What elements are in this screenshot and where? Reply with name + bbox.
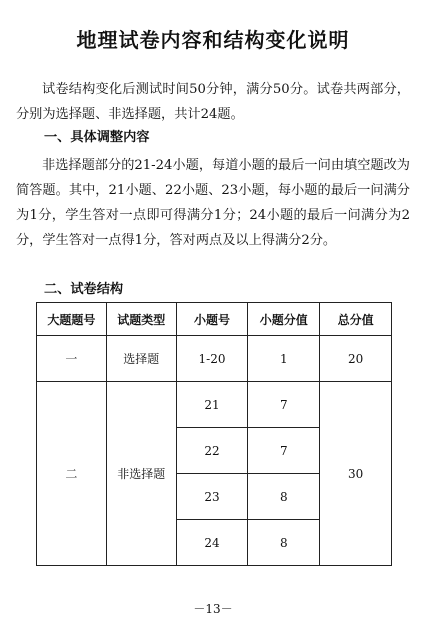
header-question-type: 试题类型 (106, 303, 176, 336)
page-title: 地理试卷内容和结构变化说明 (76, 28, 350, 52)
cell-total-score: 30 (320, 382, 392, 566)
table-row (37, 336, 392, 382)
exam-structure-table (36, 302, 392, 566)
cell-sub-question-score: 7 (248, 428, 320, 474)
cell-sub-question-no: 24 (176, 520, 248, 566)
cell-sub-question-score: 7 (248, 382, 320, 428)
table-header-row (37, 303, 392, 336)
cell-sub-question-score: 8 (248, 474, 320, 520)
header-sub-question-no: 小题号 (176, 303, 248, 336)
header-sub-question-score: 小题分值 (248, 303, 320, 336)
cell-sub-question-no: 22 (176, 428, 248, 474)
section-heading-adjustments: 一、具体调整内容 (44, 130, 150, 145)
header-total-score: 总分值 (320, 303, 392, 336)
page-number: －13－ (193, 602, 233, 616)
cell-big-question-no: 二 (37, 382, 107, 566)
section-heading-structure: 二、试卷结构 (44, 282, 124, 297)
cell-big-question-no: 一 (37, 336, 107, 382)
cell-sub-question-no: 23 (176, 474, 248, 520)
cell-question-type: 选择题 (106, 336, 176, 382)
cell-sub-question-score: 8 (248, 520, 320, 566)
cell-question-type: 非选择题 (106, 382, 176, 566)
adjustments-paragraph: 非选择题部分的21-24小题，每道小题的最后一问由填空题改为简答题。其中，21小题、22小题、23小题，每小题的最后一问满分为1分，学生答对一点即可得满分1分；24小题的最后一问满分为2分，学生答对一点得1分，答对两点及以上得满分2分。 (16, 158, 410, 248)
table-row (37, 382, 392, 428)
intro-paragraph: 试卷结构变化后测试时间50分钟，满分50分。试卷共两部分，分别为选择题、非选择题，共计24题。 (16, 82, 410, 122)
cell-sub-question-score: 1 (248, 336, 320, 382)
cell-sub-question-no: 1-20 (176, 336, 248, 382)
cell-total-score: 20 (320, 336, 392, 382)
cell-sub-question-no: 21 (176, 382, 248, 428)
header-big-question-no: 大题题号 (37, 303, 107, 336)
